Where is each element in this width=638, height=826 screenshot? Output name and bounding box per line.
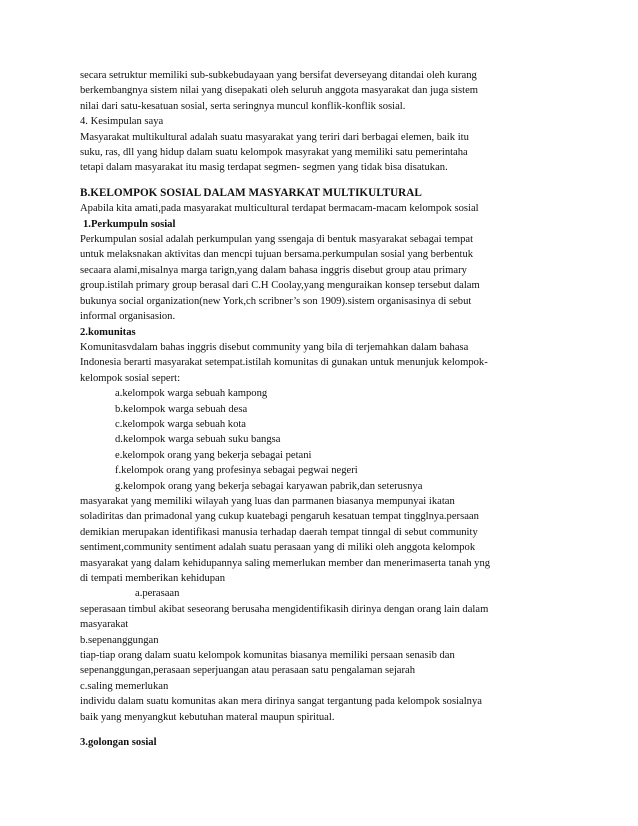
text-line: masyarakat yang dalam kehidupannya saling memerlukan member dan menerimaserta tanah yng — [80, 557, 491, 569]
list-item: a.kelompok warga sebuah kampong — [115, 388, 268, 400]
section-heading-kesimpulan: 4. Kesimpulan saya — [80, 116, 164, 128]
section-heading-kelompok-sosial: B.KELOMPOK SOSIAL DALAM MASYARKAT MULTIKULTURAL — [80, 186, 422, 199]
text-line: masyarakat — [80, 619, 129, 631]
list-item: c.kelompok warga sebuah kota — [115, 418, 247, 430]
text-line: di tempati memberikan kehidupan — [80, 573, 226, 584]
text-line: seperasaan timbul akibat seseorang berusaha mengidentifikasih dirinya dengan orang lain dalam — [80, 603, 489, 615]
text-line: sepenanggungan,perasaan seperjuangan atau perasaan satu pengalaman sejarah — [80, 665, 416, 677]
subheading-komunitas: 2.komunitas — [80, 326, 136, 338]
list-item: e.kelompok orang yang bekerja sebagai petani — [115, 449, 312, 461]
text-line: untuk melaksnakan aktivitas dan mencpi tujuan bersama.perkumpulan sosial yang berbentuk — [80, 249, 474, 261]
text-line: demikian merupakan identifikasi manusia terhadap daerah tempat tinngal di sebut community — [80, 526, 478, 538]
text-line: individu dalam suatu komunitas akan mera dirinya sangat tergantung pada kelompok sosialnya — [80, 696, 482, 708]
list-item: a.perasaan — [135, 588, 180, 600]
document-body — [80, 68, 560, 750]
text-line: Perkumpulan sosial adalah perkumpulan yang ssengaja di bentuk masyarakat sebagai tempat — [80, 234, 474, 246]
list-item: f.kelompok orang yang profesinya sebagai pegwai negeri — [115, 465, 358, 477]
text-line: baik yang menyangkut kebutuhan materal maupun spiritual. — [80, 711, 335, 723]
text-line: kelompok sosial sepert: — [80, 372, 181, 384]
text-line: tetapi dalam masyarakat itu masig terdapat segmen- segmen yang tidak bisa disatukan. — [80, 162, 448, 174]
text-line: group.istilah primary group berasal dari C.H Coolay,yang menguraikan konsep tersebut dalam — [80, 280, 480, 292]
text-line: Apabila kita amati,pada masyarakat multicultural terdapat bermacam-macam kelompok sosial — [80, 203, 479, 215]
list-item: d.kelompok warga sebuah suku bangsa — [115, 434, 281, 446]
text-line: secara setruktur memiliki sub-subkebudayaan yang bersifat deverseyang ditandai oleh kurang — [80, 70, 477, 81]
subheading-golongan-sosial: 3.golongan sosial — [80, 737, 157, 749]
spacer — [80, 725, 560, 735]
spacer — [80, 176, 560, 186]
text-line: tiap-tiap orang dalam suatu kelompok komunitas biasanya memiliki persaan senasib dan — [80, 650, 455, 662]
text-line: soladiritas dan primadonal yang cukup kuatebagi pengaruh kesatuan tempat tingglnya.persaan — [80, 511, 479, 523]
text-line: Komunitasvdalam bahas inggris disebut community yang bila di terjemahkan dalam bahasa — [80, 341, 469, 353]
text-line: Masyarakat multikultural adalah suatu masyarakat yang teriri dari berbagai elemen, baik itu — [80, 131, 469, 143]
text-line: sentiment,community sentiment adalah suatu perasaan yang di miliki oleh anggota kelompok — [80, 542, 476, 554]
list-item: b.sepenanggungan — [80, 634, 159, 646]
text-line: secaara alami,misalnya marga tarign,yang dalam bahasa inggris disebut group atau primary — [80, 264, 467, 276]
text-line: berkembangnya sistem nilai yang disepakati oleh seluruh anggota masyarakat dan juga sistem — [80, 85, 479, 97]
text-line: masyarakat yang memiliki wilayah yang luas dan parmanen biasanya mempunyai ikatan — [80, 495, 455, 507]
list-item: c.saling memerlukan — [80, 680, 169, 692]
text-line: suku, ras, dll yang hidup dalam suatu kelompok masyrakat yang memiliki satu pemerintaha — [80, 147, 468, 159]
list-item: b.kelompok warga sebuah desa — [115, 403, 248, 415]
list-item: g.kelompok orang yang bekerja sebagai karyawan pabrik,dan seterusnya — [115, 480, 423, 492]
text-line: Indonesia berarti masyarakat setempat.istilah komunitas di gunakan untuk menunjuk kelompok- — [80, 357, 488, 369]
subheading-perkumpulan-sosial: 1.Perkumpuln sosial — [83, 218, 176, 230]
text-line: bukunya social organization(new York,ch scribner’s son 1909).sistem organisasinya di sebut — [80, 295, 472, 307]
text-line: informal organisasion. — [80, 311, 176, 323]
text-line: nilai dari satu-kesatuan sosial, serta seringnya muncul konflik-konflik sosial. — [80, 100, 406, 112]
